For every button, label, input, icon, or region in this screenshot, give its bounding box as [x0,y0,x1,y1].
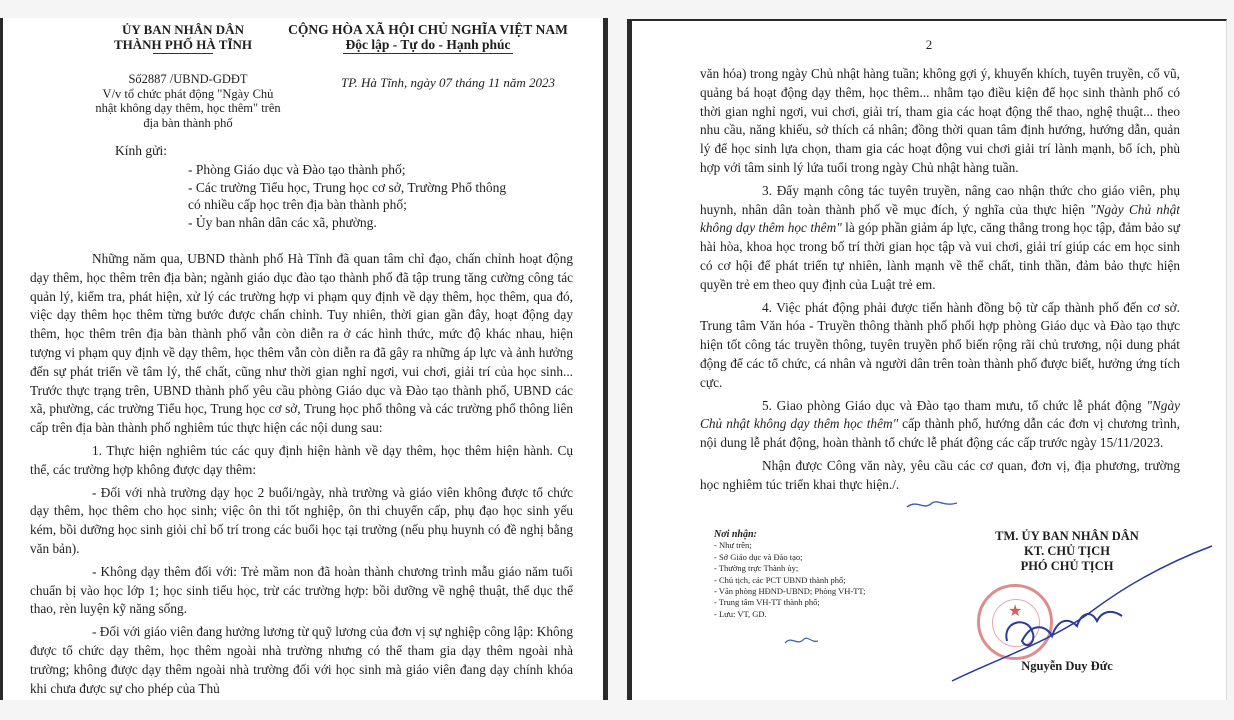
sign-line-1: TM. ỦY BAN NHÂN DÂN [995,529,1139,543]
star-icon: ★ [1008,603,1023,620]
receiver-item: - Chủ tịch, các PCT UBND thành phố; [714,574,846,585]
recipient-item: - Ủy ban nhân dân các xã, phường. [188,214,377,230]
document-page-1 [0,18,608,700]
national-motto: Độc lập - Tự do - Hạnh phúc [345,37,511,52]
date-line: TP. Hà Tĩnh, ngày 07 tháng 11 năm 2023 [340,75,556,90]
national-header [268,22,588,54]
receiver-item: - Văn phòng HĐND-UBND; Phòng VH-TT; [714,586,866,597]
document-page-2 [627,19,1227,700]
issuer-line-1: ỦY BAN NHÂN DÂN [122,22,244,37]
initial-mark-icon [902,495,962,515]
receiver-item: - Lưu: VT, GD. [714,608,767,619]
issuer-line-2: THÀNH PHỐ HÀ TĨNH [113,37,253,52]
body-paragraph: 5. Giao phòng Giáo dục và Đào tạo tham mưu, tổ chức lễ phát động "Ngày Chủ nhật không dạy thêm học thêm" cấp thành phố, hướng dẫn các đơn vị chương trình, nội dung lễ phát động, hoàn thành tổ chức lễ phát động các cấp trước ngày 15/11/2023. [700,397,1180,451]
body-paragraph: 3. Đẩy mạnh công tác tuyên truyền, nâng cao nhận thức cho giáo viên, phụ huynh, nhân dân toàn thành phố về mục đích, ý nghĩa của thực hiện "Ngày Chủ nhật không dạy thêm học thêm" là góp phần giảm áp lực, căng thẳng trong học tập, đảm bảo sự hài hòa, khoa học trong bố trí thời gian học tập và vui chơi, giải trí giúp các em học sinh có cơ hội để phát triển tự nhiên, lành mạnh về thể chất, tinh thần, đảm bảo thực hiện quyền trẻ em theo quy định của Luật trẻ em. [700,182,1180,292]
body-paragraph: 4. Việc phát động phải được tiến hành đồng bộ từ cấp thành phố đến cơ sở. Trung tâm Văn hóa - Truyền thông thành phố phối hợp phòng Giáo dục và Đào tạo thực hiện tốt công tác truyền thông, tuyên truyền phổ biến rộng rãi chủ trương, nội dung phát động để các tổ chức, cá nhân và người dân trên toàn thành phố được biết, hưởng ứng tích cực. [700,299,1180,390]
sign-line-2: KT. CHỦ TỊCH [1023,544,1110,558]
issuer-header [98,22,268,54]
issuer-underline [153,53,213,54]
recipient-item: - Các trường Tiểu học, Trung học cơ sở, Trường Phổ thông [188,179,507,195]
receiver-item: - Thường trực Thành ủy; [714,563,799,574]
national-title: CỘNG HÒA XÃ HỘI CHỦ NGHĨA VIỆT NAM [288,22,568,37]
body-paragraph: - Đối với giáo viên đang hưởng lương từ quỹ lương của đơn vị sự nghiệp công lập: Không được tổ chức dạy thêm, học thêm ngoài nhà trường nhưng có thể tham gia dạy thêm ngoài nhà trường; không được dạy thêm ngoài nhà trường đối với học sinh mà giáo viên đang dạy chính khóa khi chưa được sự cho phép của Thủ [30,624,573,696]
receiver-item: - Trung tâm VH-TT thành phố; [714,597,820,608]
subject-line-2: nhật không dạy thêm, học thêm" trên [95,101,281,115]
sign-line-3: PHÓ CHỦ TỊCH [1020,559,1114,573]
subject-line-1: V/v tổ chức phát động "Ngày Chủ [102,86,274,101]
body-paragraph: văn hóa) trong ngày Chủ nhật hàng tuần; không gợi ý, khuyến khích, tuyên truyền, cổ vũ, quảng bá hoạt động dạy thêm, học thêm... nhằm tạo điều kiện để học sinh thành phố có thời gian nghỉ ngơi, vui chơi, giải trí, tham gia các hoạt động thể thao, nghệ thuật... theo nhu cầu, năng khiếu, sở thích cá nhân; đồng thời quan tâm định hướng, hướng dẫn, quản lý để học sinh lựa chọn, tham gia các hoạt động vui chơi giải trí lành mạnh, bổ ích, phù hợp với tâm sinh lý lứa tuổi trong ngày Chủ nhật hàng tuần. [700,66,1180,175]
body-paragraph: Những năm qua, UBND thành phố Hà Tĩnh đã quan tâm chỉ đạo, chấn chỉnh hoạt động dạy thêm, học thêm trên địa bàn; ngành giáo dục đào tạo thành phố đã tập trung tăng cường công tác quản lý, kiểm tra, phát hiện, xử lý các trường hợp vi phạm quy định về dạy thêm, học thêm, qua đó, việc dạy thêm học thêm từng bước được chấn chỉnh. Tuy nhiên, thời gian gần đây, hoạt động dạy thêm, học thêm trên địa bàn thành phố vẫn còn diễn ra ở các hình thức, mức độ khác nhau, hiện tượng vi phạm quy định về dạy thêm, học thêm vẫn còn diễn ra đã gây ra những áp lực và ảnh hưởng đến sự phát triển về tâm lý, thể chất, cũng như thời gian nghỉ ngơi, vui chơi, giải trí của học sinh... Trước thực trạng trên, UBND thành phố yêu cầu phòng Giáo dục và Đào tạo thành phố, UBND các xã, phường, các trường Tiểu học, Trung học cơ sở, Trung học phổ thông và các trường phổ thông liên cấp trên địa bàn thành phố nghiêm túc thực hiện các nội dung sau: [30,251,573,436]
initial-mark-icon [782,633,822,649]
receivers-title: Nơi nhận: [714,529,757,540]
receivers-block [714,529,934,620]
body-paragraph: - Đối với nhà trường dạy học 2 buổi/ngày, nhà trường và giáo viên không được tổ chức dạy thêm, học thêm cho học sinh; việc ôn thi tốt nghiệp, ôn thi chuyển cấp, phụ đạo học sinh yếu kém, bồi dưỡng học sinh giỏi chỉ bố trí trong các buổi học tại trường (nếu phụ huynh có đề nghị bằng văn bản). [30,484,573,556]
greeting: Kính gửi: [115,143,167,158]
recipient-item: có nhiều cấp học trên địa bàn thành phố; [188,197,407,212]
signer-name: Nguyễn Duy Đức [1021,659,1113,673]
motto-underline [343,53,513,54]
body-text-page-1 [30,250,573,700]
receiver-item: - Như trên; [714,540,752,551]
page-number: 2 [925,37,933,52]
subject-line-3: địa bàn thành phố [143,115,233,130]
body-paragraph: 1. Thực hiện nghiêm túc các quy định hiện hành về dạy thêm, học thêm hiện hành. Cụ thể, các trường hợp không được dạy thêm: [30,442,573,477]
recipient-item: - Phòng Giáo dục và Đào tạo thành phố; [188,162,406,177]
document-number: Số2887 /UBND-GDĐT [128,72,248,86]
body-text-page-2 [700,65,1180,499]
recipients-list [188,161,578,231]
receiver-item: - Sở Giáo dục và Đào tạo; [714,551,803,562]
body-paragraph: Nhận được Công văn này, yêu cầu các cơ quan, đơn vị, địa phương, trường học nghiêm túc triển khai thực hiện./. [700,457,1180,492]
body-paragraph: - Không dạy thêm đối với: Trẻ mầm non đã hoàn thành chương trình mẫu giáo năm tuổi chuẩn bị vào học lớp 1; học sinh tiểu học, trừ các trường hợp: bồi dưỡng về nghệ thuật, thể dục thể thao, rèn luyện kỹ năng sống. [30,563,573,617]
document-number-block [73,72,303,130]
